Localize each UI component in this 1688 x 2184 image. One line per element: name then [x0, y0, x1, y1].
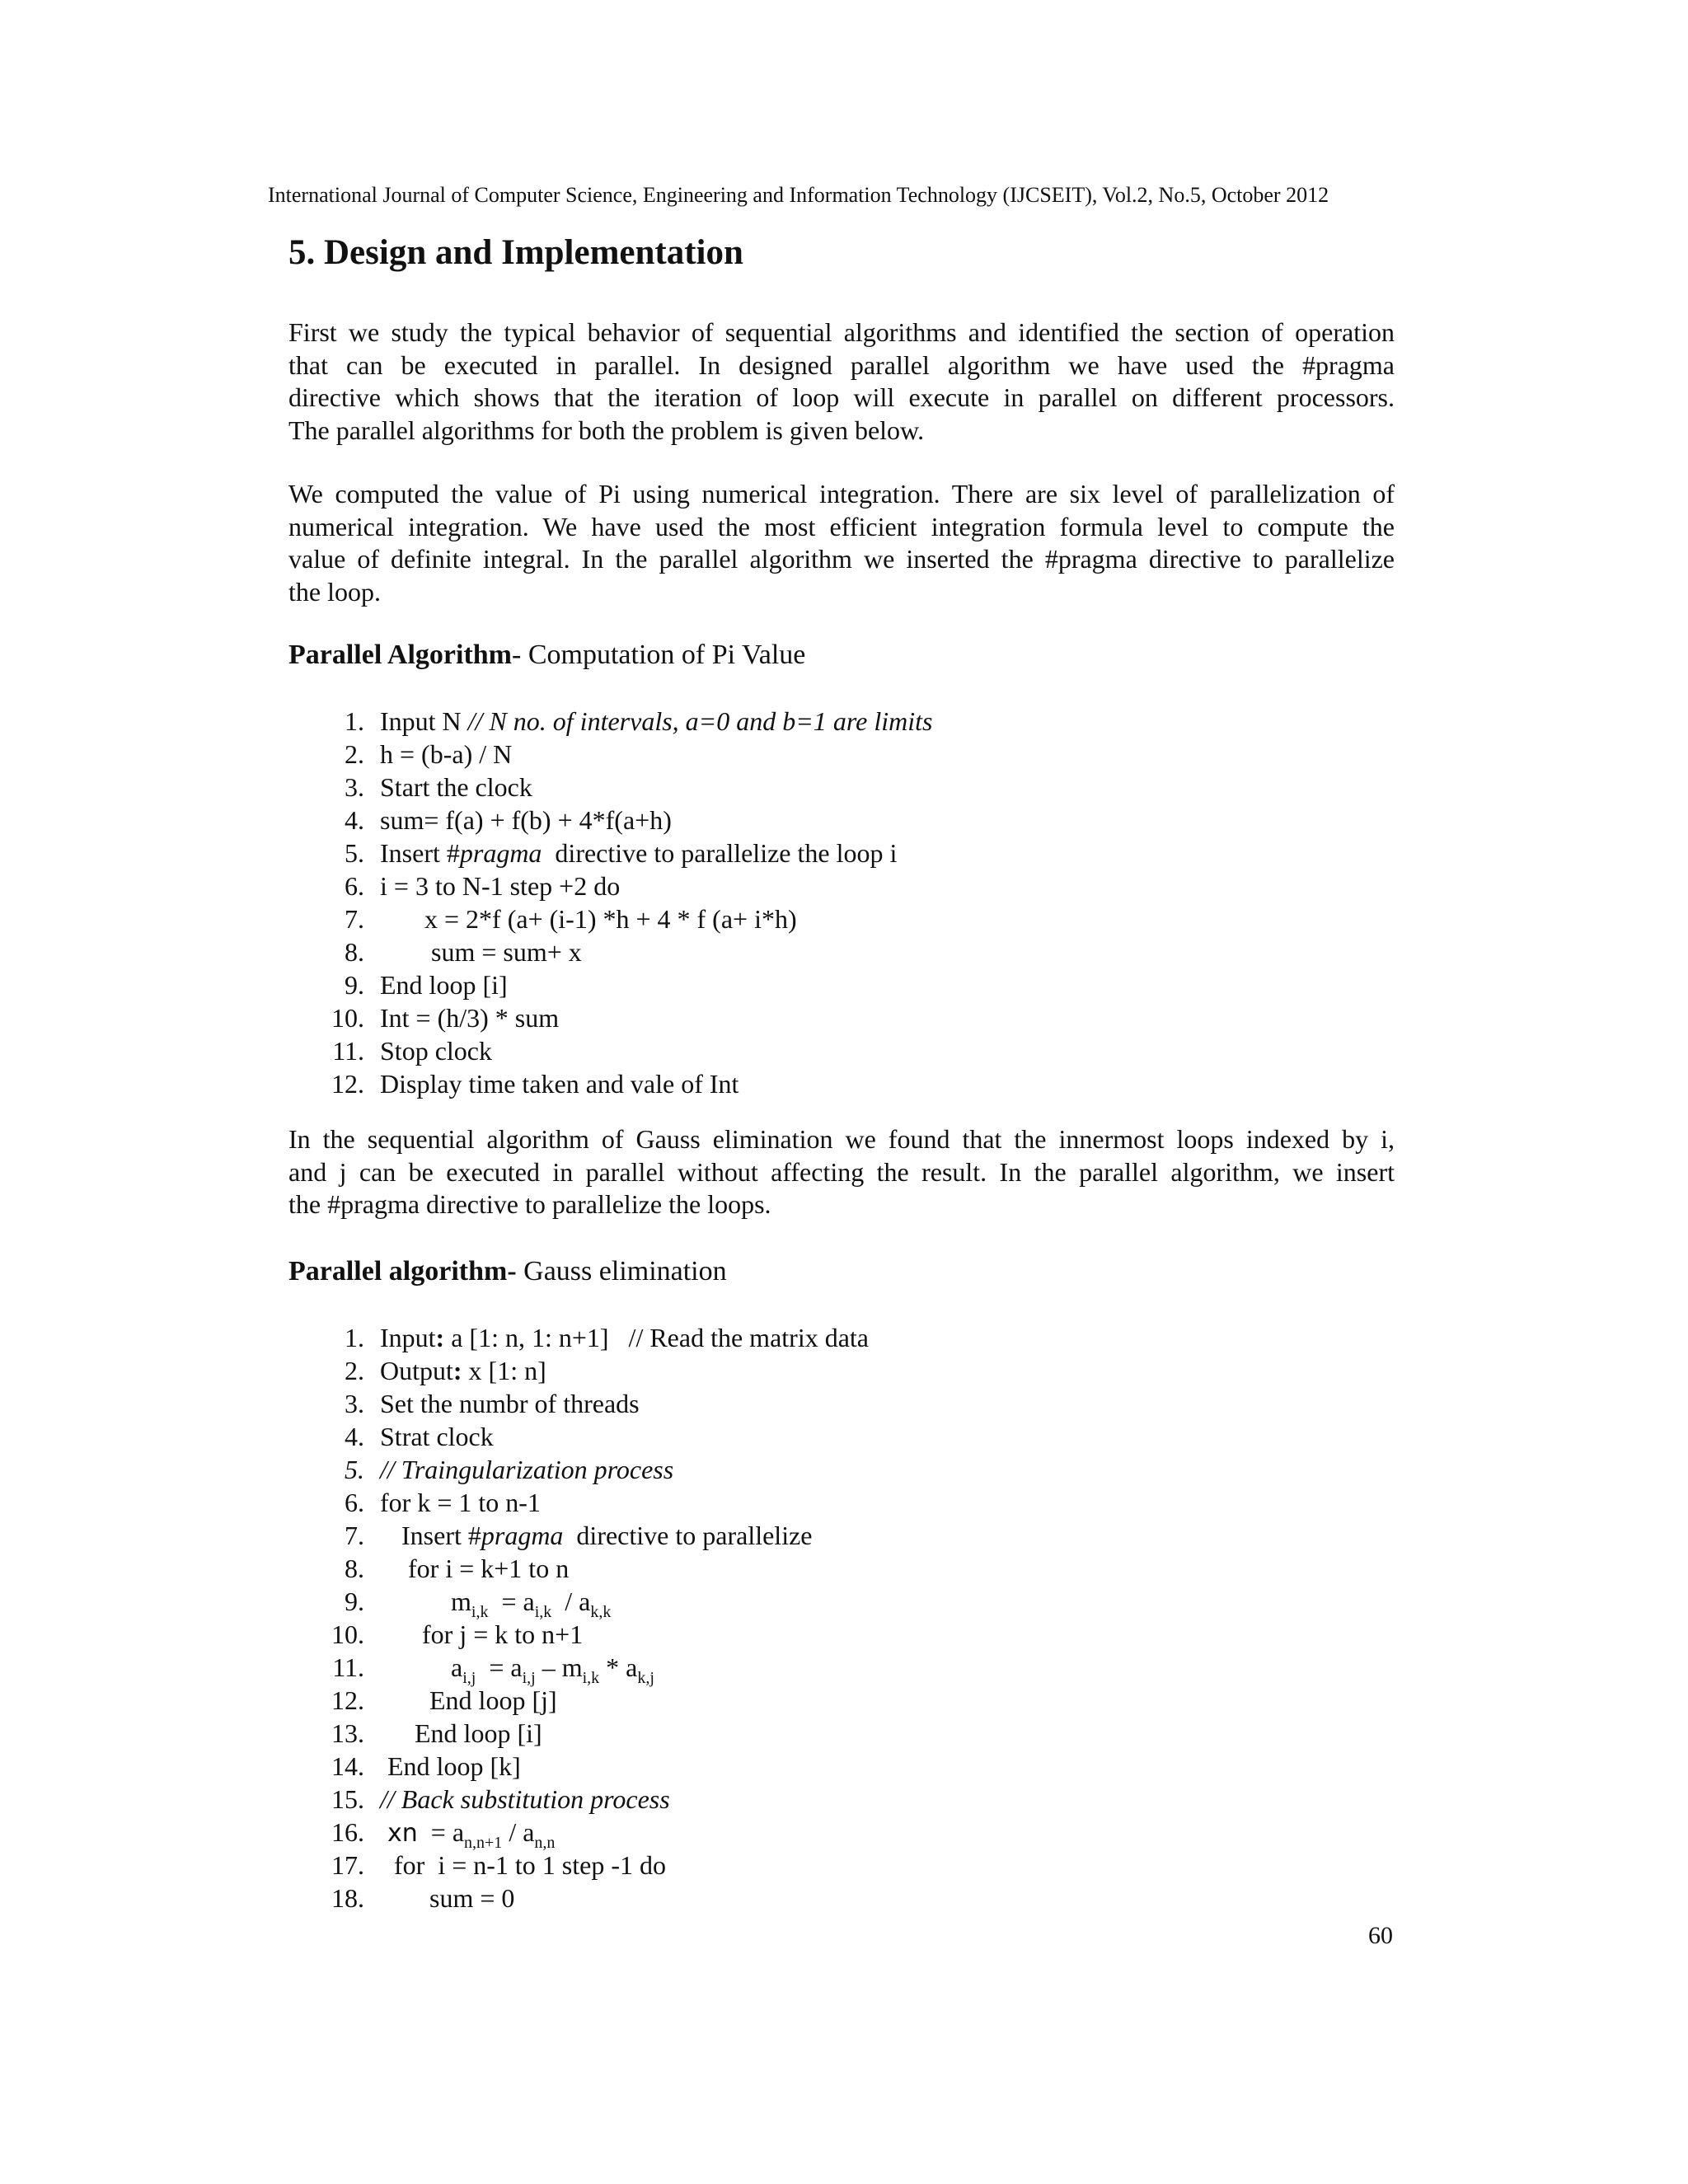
math-x: xn [387, 1819, 418, 1848]
step-number: 11. [332, 1036, 364, 1066]
math-eq: = a [476, 1652, 523, 1682]
paragraph-line: that can be executed in parallel. In designed parallel algorithm we have used the #pragma [288, 349, 1395, 380]
step-text-pre: Insert # [401, 1521, 481, 1550]
step-number: 4. [345, 1422, 364, 1451]
paragraph-pi [288, 478, 1395, 608]
math-times: * a [599, 1652, 638, 1682]
step-number: 2. [345, 739, 364, 769]
step-number: 7. [345, 904, 364, 934]
step-text: sum = 0 [429, 1883, 515, 1913]
paragraph-line: value of definite integral. In the parallel algorithm we inserted the #pragma directive to parallelize [288, 544, 1395, 574]
step-number: 7. [345, 1521, 364, 1550]
step-text-em: pragma [459, 838, 542, 868]
step-number: 16. [331, 1817, 364, 1847]
step-text: x = 2*f (a+ (i-1) *h + 4 * f (a+ i*h) [424, 904, 797, 934]
step-text-pre: Input [380, 1323, 436, 1352]
step-number: 8. [345, 1554, 364, 1583]
step-number: 1. [345, 706, 364, 736]
step-text: End loop [i] [380, 970, 508, 1000]
step-text: Set the numbr of threads [380, 1389, 640, 1418]
paragraph-line: directive which shows that the iteration of loop will execute in parallel on different processors. [288, 382, 1395, 412]
algorithm-pi-heading-rest: - Computation of Pi Value [512, 640, 806, 670]
subscript: i,j [462, 1669, 476, 1687]
step-text: Input N [380, 706, 468, 736]
math-a: a [451, 1652, 463, 1682]
step-number: 11. [332, 1652, 364, 1682]
step-number: 3. [345, 772, 364, 802]
step-text: End loop [i] [415, 1718, 542, 1748]
math-minus: – m [535, 1652, 583, 1682]
section-title: 5. Design and Implementation [288, 233, 743, 272]
step-text-pre: Insert # [380, 838, 460, 868]
subscript: i,j [522, 1669, 536, 1687]
step-number: 5. [345, 1455, 364, 1484]
subscript: k,k [590, 1603, 612, 1621]
paragraph-line: and j can be executed in parallel without affecting the result. In the parallel algorithm, we insert [288, 1156, 1395, 1187]
algorithm-pi-heading [288, 640, 805, 671]
step-text: for k = 1 to n-1 [380, 1488, 541, 1517]
math-eq: = a [488, 1586, 535, 1616]
step-text-post: a [1: n, 1: n+1] // Read the matrix data [444, 1323, 869, 1352]
subscript: i,k [582, 1669, 600, 1687]
subscript: k,j [637, 1669, 654, 1687]
subscript: i,k [471, 1603, 489, 1621]
step-number: 9. [345, 970, 364, 1000]
step-text: for i = k+1 to n [408, 1554, 570, 1583]
step-number: 12. [331, 1685, 364, 1715]
step-number: 2. [345, 1356, 364, 1385]
paragraph-gauss [288, 1123, 1395, 1221]
subscript: n,n+1 [464, 1834, 503, 1852]
algorithm-pi-heading-bold: Parallel Algorithm [288, 640, 513, 670]
step-text-pre: Output [380, 1356, 453, 1385]
step-text: h = (b-a) / N [380, 739, 513, 769]
paragraph-line: We computed the value of Pi using numerical integration. There are six level of parallelization of [288, 479, 1395, 509]
step-number: 14. [331, 1751, 364, 1781]
paragraph-intro [288, 316, 1395, 447]
step-text-post: directive to parallelize the loop i [542, 838, 898, 868]
algorithm-gauss-heading-bold: Parallel algorithm- [288, 1256, 517, 1286]
algorithm-gauss-heading-rest: Gauss elimination [516, 1256, 727, 1286]
paragraph-line: numerical integration. We have used the most efficient integration formula level to compute the [288, 511, 1395, 541]
subscript: n,n [534, 1834, 556, 1852]
step-text: Stop clock [380, 1036, 492, 1066]
step-text: i = 3 to N-1 step +2 do [380, 871, 621, 901]
step-text: End loop [j] [429, 1685, 557, 1715]
math-m: m [451, 1586, 471, 1616]
step-number: 10. [331, 1619, 364, 1649]
step-number: 1. [345, 1323, 364, 1352]
step-number: 6. [345, 871, 364, 901]
step-text: for j = k to n+1 [422, 1619, 584, 1649]
step-text-em: pragma [481, 1521, 564, 1550]
step-number: 12. [331, 1069, 364, 1099]
paragraph-line: In the sequential algorithm of Gauss elimination we found that the innermost loops indexed by i, [288, 1124, 1395, 1154]
step-text-bold: : [452, 1356, 462, 1385]
step-text: sum= f(a) + f(b) + 4*f(a+h) [380, 805, 672, 835]
step-number: 4. [345, 805, 364, 835]
step-text: Int = (h/3) * sum [380, 1003, 560, 1033]
step-number: 13. [331, 1718, 364, 1748]
step-number: 10. [331, 1003, 364, 1033]
step-text-post: x [1: n] [462, 1356, 546, 1385]
step-text: End loop [k] [387, 1751, 521, 1781]
math-div: / a [502, 1817, 535, 1847]
step-text-bold: : [435, 1323, 445, 1352]
paragraph-line: the #pragma directive to parallelize the loops. [288, 1189, 771, 1219]
math-eq: = a [417, 1817, 465, 1847]
step-text-post: directive to parallelize [563, 1521, 813, 1550]
step-text: Display time taken and vale of Int [380, 1069, 739, 1099]
step-number: 9. [345, 1586, 364, 1616]
step-text: Strat clock [380, 1422, 494, 1451]
algorithm-gauss-heading [288, 1256, 727, 1287]
step-number: 3. [345, 1389, 364, 1418]
paragraph-line: the loop. [288, 576, 381, 607]
step-comment: // Traingularization process [380, 1455, 674, 1484]
step-number: 15. [331, 1784, 364, 1814]
paragraph-line: First we study the typical behavior of sequential algorithms and identified the section of operation [288, 317, 1395, 347]
step-number: 17. [331, 1850, 364, 1880]
step-number: 5. [345, 838, 364, 868]
math-div: / a [551, 1586, 591, 1616]
subscript: i,k [534, 1603, 552, 1621]
step-text: Start the clock [380, 772, 532, 802]
step-number: 18. [331, 1883, 364, 1913]
page-number: 60 [1368, 1922, 1393, 1949]
running-header: International Journal of Computer Science, Engineering and Information Technology (IJCSEIT), Vol.2, No.5, October 2012 [268, 183, 1329, 207]
step-text: sum = sum+ x [431, 937, 582, 967]
step-number: 6. [345, 1488, 364, 1517]
paragraph-line: The parallel algorithms for both the problem is given below. [288, 415, 925, 445]
step-comment: // Back substitution process [380, 1784, 670, 1814]
step-text: for i = n-1 to 1 step -1 do [394, 1850, 666, 1880]
step-comment: // N no. of intervals, a=0 and b=1 are limits [467, 706, 933, 736]
step-number: 8. [345, 937, 364, 967]
